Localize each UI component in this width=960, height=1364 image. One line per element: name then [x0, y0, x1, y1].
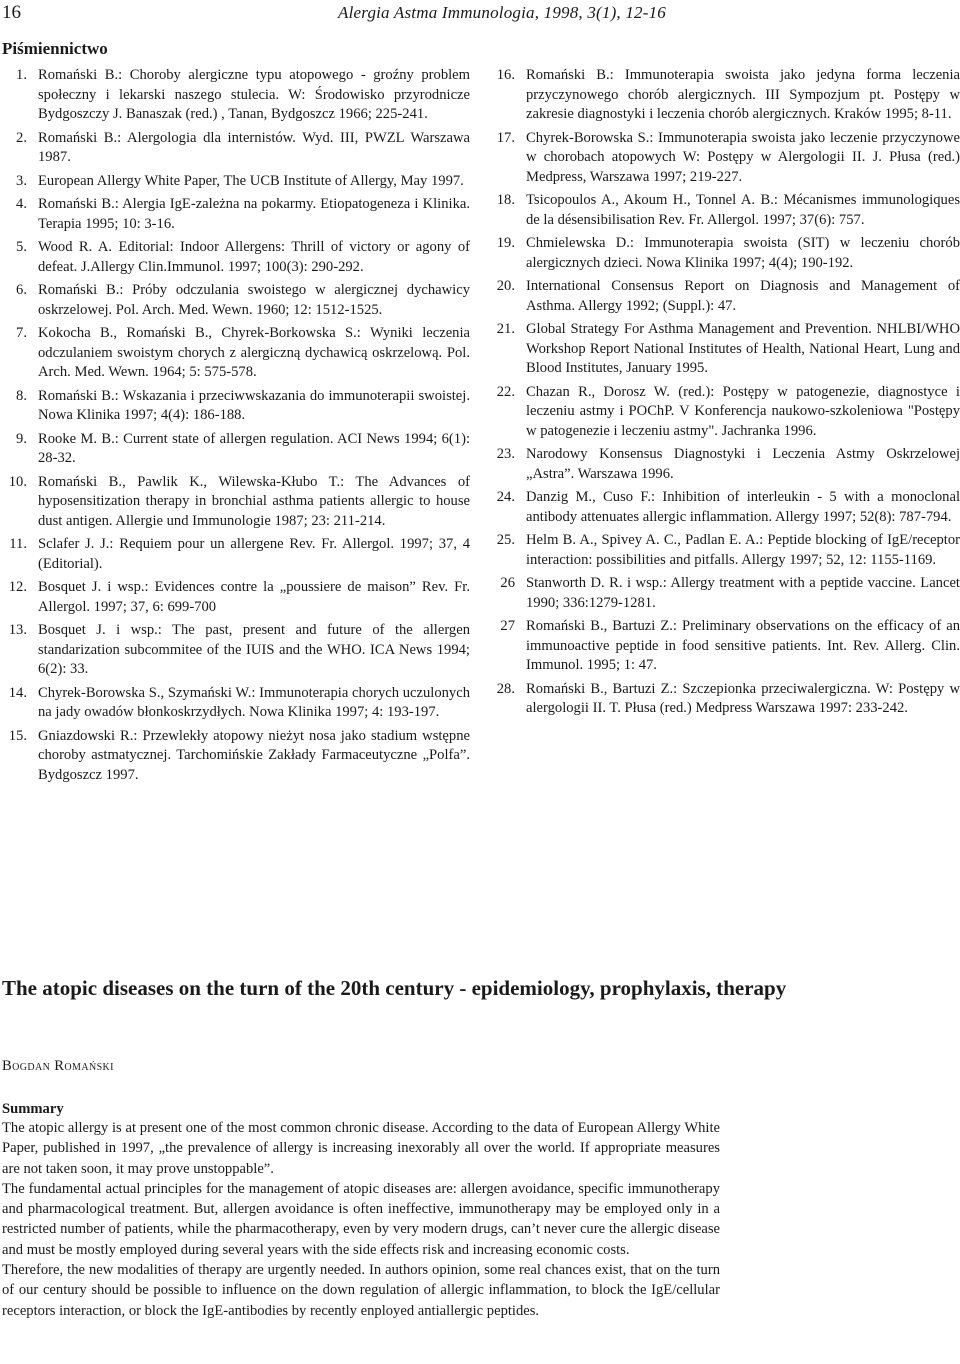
- reference-text: European Allergy White Paper, The UCB Institute of Allergy, May 1997.: [38, 172, 464, 189]
- reference-text: Bosquet J. i wsp.: The past, present and future of the allergen standarization subcommitee of the IUIS and the WHO. ICA News 1994; 6(2): 33.: [38, 622, 470, 677]
- reference-text: Bosquet J. i wsp.: Evidences contre la „poussiere de maison” Rev. Fr. Allergol. 1997; 37, 6: 699-700: [38, 579, 470, 615]
- reference-item: [492, 277, 960, 316]
- reference-number: 21.: [496, 321, 515, 337]
- reference-number: 2.: [16, 129, 27, 146]
- author-name: Bogdan Romański: [2, 1058, 114, 1074]
- reference-number: 19.: [496, 235, 515, 251]
- reference-text: Romański B.: Immunoterapia swoista jako jedyna forma leczenia przyczynowego chorób alergicznych. III Sympozjum pt. Postępy w zakresie diagnostyki i leczenia chorób alergicznych. Kraków 1995; 8-11.: [526, 67, 960, 122]
- reference-text: Kokocha B., Romański B., Chyrek-Borkowska S.: Wyniki leczenia odczulaniem swoistym chorych z alergiczną dychawicą oskrzelową. Pol. Arch. Med. Wewn. 1964; 5: 575-578.: [38, 325, 470, 380]
- reference-number: 6.: [16, 282, 27, 298]
- reference-number: 10.: [8, 473, 27, 490]
- reference-number: 4.: [16, 196, 27, 212]
- reference-item: [492, 531, 960, 570]
- reference-number: 9.: [16, 430, 27, 447]
- reference-text: Romański B., Bartuzi Z.: Szczepionka przeciwalergiczna. W: Postępy w alergologii II. T. Płusa (red.) Medpress Warszawa 1997: 233-242.: [526, 680, 960, 716]
- reference-number: 1.: [16, 67, 27, 83]
- reference-item: [492, 488, 960, 527]
- reference-item: [0, 578, 470, 617]
- reference-text: Global Strategy For Asthma Management and Prevention. NHLBI/WHO Workshop Report National Institutes of Health, National Heart, Lung and Blood Institutes, January 1995.: [526, 321, 960, 376]
- reference-text: Rooke M. B.: Current state of allergen regulation. ACI News 1994; 6(1): 28-32.: [38, 430, 470, 466]
- reference-item: [492, 445, 960, 484]
- reference-item: [492, 383, 960, 442]
- reference-text: Sclafer J. J.: Requiem pour un allergene Rev. Fr. Allergol. 1997; 37, 4 (Editorial).: [38, 536, 470, 572]
- reference-text: Danzig M., Cuso F.: Inhibition of interleukin - 5 with a monoclonal antibody attenuates allergic inflammation. Allergy 1997; 52(8): 787-794.: [526, 489, 960, 525]
- reference-item: [0, 66, 470, 125]
- reference-text: Helm B. A., Spivey A. C., Padlan E. A.: Peptide blocking of IgE/receptor interaction: possibilities and pitfalls. Allergy 1997; 52, 12: 1155-1169.: [526, 532, 960, 568]
- reference-number: 20.: [496, 278, 515, 294]
- reference-item: [492, 191, 960, 230]
- reference-number: 12.: [8, 579, 27, 595]
- reference-item: [492, 574, 960, 613]
- reference-item: [0, 535, 470, 574]
- reference-text: Stanworth D. R. i wsp.: Allergy treatment with a peptide vaccine. Lancet 1990; 336:1279-1281.: [526, 575, 960, 611]
- reference-number: 7.: [16, 325, 27, 341]
- reference-text: Romański B.: Choroby alergiczne typu atopowego - groźny problem społeczny i lekarski naszego stulecia. W: Środowisko przyrodnicze Bydgoszczy J. Banaszak (red.) , Tanan, Bydgoszcz 1966; 225-241.: [38, 67, 470, 122]
- running-head: Alergia Astma Immunologia, 1998, 3(1), 12-16: [338, 3, 666, 22]
- reference-number: 5.: [16, 239, 27, 255]
- reference-number: 28.: [496, 680, 515, 697]
- reference-text: Tsicopoulos A., Akoum H., Tonnel A. B.: Mécanismes immunologiques de la désensibilisation Rev. Fr. Allergol. 1997; 37(6): 757.: [526, 192, 960, 228]
- reference-item: [0, 430, 470, 469]
- reference-item: [0, 387, 470, 426]
- reference-item: [0, 324, 470, 383]
- reference-item: [0, 684, 470, 723]
- reference-number: 27: [500, 618, 515, 634]
- reference-item: [492, 234, 960, 273]
- reference-text: Narodowy Konsensus Diagnostyki i Leczenia Astmy Oskrzelowej „Astra”. Warszawa 1996.: [526, 446, 960, 482]
- reference-text: Gniazdowski R.: Przewlekły atopowy nieżyt nosa jako stadium wstępne choroby astmatycznej. Tarchomińskie Zakłady Farmaceutyczne „Polfa”. Bydgoszcz 1997.: [38, 727, 470, 783]
- reference-number: 14.: [8, 684, 27, 701]
- reference-number: 26: [500, 575, 515, 591]
- reference-text: Romański B.: Alergologia dla internistów. Wyd. III, PWZL Warszawa 1987.: [38, 129, 470, 165]
- reference-text: Romański B., Pawlik K., Wilewska-Kłubo T.: The Advances of hyposensitization therapy in bronchial asthma patients allergic to house dust antigen. Allergie und Immunologie 1987; 23: 211-214.: [38, 473, 470, 529]
- reference-item: [0, 621, 470, 680]
- references-heading: Piśmiennictwo: [2, 39, 108, 58]
- references-left-column: [0, 66, 470, 789]
- reference-item: [492, 129, 960, 188]
- reference-text: Romański B., Bartuzi Z.: Preliminary observations on the efficacy of an immunoactive peptide in food sensitive patients. Int. Rev. Allerg. Clin. Immunol. 1995; 1: 47.: [526, 618, 960, 673]
- reference-text: Chazan R., Dorosz W. (red.): Postępy w patogenezie, diagnostyce i leczeniu astmy i POChP. V Konferencja naukowo-szkoleniowa "Postępy w patogenezie i leczeniu astmy". Jachranka 1996.: [526, 383, 960, 439]
- reference-item: [492, 617, 960, 676]
- summary-heading: Summary: [2, 1101, 64, 1117]
- summary-paragraph: The atopic allergy is at present one of the most common chronic disease. According to the data of European Allergy White Paper, published in 1997, „the prevalence of allergy is increasing inexorably all over the world. If appropriate measures are not taken soon, it may prove unstoppable”.: [2, 1120, 720, 1177]
- reference-item: [492, 320, 960, 379]
- reference-item: [0, 281, 470, 320]
- reference-number: 24.: [496, 489, 515, 505]
- reference-number: 15.: [8, 727, 27, 744]
- reference-item: [0, 172, 470, 192]
- reference-number: 11.: [9, 536, 27, 552]
- reference-item: [0, 129, 470, 168]
- reference-text: Wood R. A. Editorial: Indoor Allergens: Thrill of victory or agony of defeat. J.Allergy Clin.Immunol. 1997; 100(3): 290-292.: [38, 239, 470, 275]
- reference-text: Romański B.: Próby odczulania swoistego w alergicznej dychawicy oskrzelowej. Pol. Arch. Med. Wewn. 1960; 12: 1512-1525.: [38, 282, 470, 318]
- page-number: 16: [2, 2, 21, 23]
- summary-paragraph: Therefore, the new modalities of therapy are urgently needed. In authors opinion, some real chances exist, that on the turn of our century should be possible to influence on the down regulation of allergic inflammation, to block the IgE/cellular receptors interaction, or block the IgE-antibodies by recently enployed antiallergic peptides.: [2, 1262, 720, 1319]
- summary-paragraph: The fundamental actual principles for the management of atopic diseases are: allergen avoidance, specific immunotherapy and pharmacological treatment. But, allergen avoidance is often ineffective, immunotherapy may be employed only in a restricted number of patients, while the pharmacotherapy, even by very modern drugs, can’t never cure the allergic disease and must be mostly employed during several years with the side effects risk and increasing economic costs.: [2, 1180, 720, 1258]
- reference-text: Romański B.: Alergia IgE-zależna na pokarmy. Etiopatogeneza i Klinika. Terapia 1995; 10: 3-16.: [38, 196, 470, 232]
- reference-text: Romański B.: Wskazania i przeciwwskazania do immunoterapii swoistej. Nowa Klinika 1997; 4(4): 186-188.: [38, 387, 470, 423]
- reference-item: [492, 66, 960, 125]
- reference-text: Chyrek-Borowska S.: Immunoterapia swoista jako leczenie przyczynowe w chorobach atopowych W: Postępy w Alergologii II. J. Płusa (red.) Medpress, Warszawa 1997; 219-227.: [526, 129, 960, 185]
- reference-number: 16.: [496, 67, 515, 83]
- reference-number: 23.: [496, 446, 515, 462]
- reference-number: 3.: [16, 172, 27, 189]
- reference-number: 25.: [496, 532, 515, 548]
- reference-item: [0, 195, 470, 234]
- reference-number: 18.: [496, 192, 515, 208]
- reference-text: Chyrek-Borowska S., Szymański W.: Immunoterapia chorych uczulonych na jady owadów błonkoskrzydłych. Nowa Klinika 1997; 4: 193-197.: [38, 684, 470, 720]
- summary-body: [2, 1118, 720, 1321]
- reference-item: [0, 727, 470, 786]
- references-right-column: [492, 66, 960, 723]
- reference-text: International Consensus Report on Diagnosis and Management of Asthma. Allergy 1992; (Suppl.): 47.: [526, 278, 960, 314]
- reference-text: Chmielewska D.: Immunoterapia swoista (SIT) w leczeniu chorób alergicznych dzieci. Nowa Klinika 1997; 4(4); 190-192.: [526, 235, 960, 271]
- article-title: The atopic diseases on the turn of the 20th century - epidemiology, prophylaxis, therapy: [2, 976, 787, 1000]
- reference-number: 17.: [496, 129, 515, 146]
- reference-number: 13.: [8, 622, 27, 638]
- reference-item: [0, 238, 470, 277]
- reference-number: 8.: [16, 387, 27, 404]
- reference-number: 22.: [496, 383, 515, 400]
- reference-item: [0, 473, 470, 532]
- reference-item: [492, 680, 960, 719]
